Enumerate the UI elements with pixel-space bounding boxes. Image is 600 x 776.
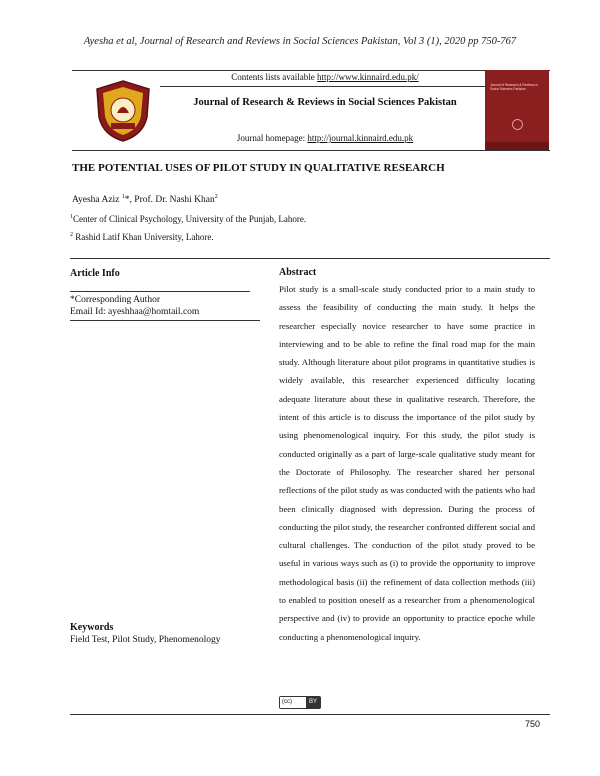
cc-by-label: BY bbox=[306, 697, 320, 708]
masthead-top-rule bbox=[72, 70, 550, 71]
homepage-line bbox=[160, 133, 490, 143]
abstract-text: Pilot study is a small-scale study conducted prior to a main study to assess the feasibility of conducting the main study. It helps the researcher especially novice researcher to have some practice in interviewing and to be able to refine the final road map for the main study. Although literature about pilot programs in quantitative studies is widely available, this researcher experienced difficulty locating adequate literature about these in qualitative research. Therefore, the intent of this article is to discuss the importance of the pilot study by using phenomenological inquiry. For this study, the pilot study is conducted originally as a part of large-scale qualitative study meant for the Doctorate of Philosophy. The researcher shared her personal reflections of the pilot study as was conducted with the patients who had been clinically diagnosed with depression. During the process of conducting the pilot study, the researcher confronted different social and cultural challenges. The conduction of the pilot study proved to be useful in various ways such as (i) to provide the opportunity to improve methodological basis (ii) the refinement of data collection methods (iii) to enabled to position oneself as a researcher from a phenomenological perspective and (iv) to provide an opportunity to practice epoche while conducting a phenomenological inquiry. bbox=[279, 284, 535, 642]
homepage-prefix: Journal homepage: bbox=[236, 133, 308, 143]
cover-emblem bbox=[512, 119, 523, 130]
affiliation-1-mark: 1 bbox=[70, 214, 73, 220]
author-1: Ayesha Aziz bbox=[72, 195, 122, 206]
affiliation-2 bbox=[70, 232, 214, 242]
author-2-affil: 2 bbox=[214, 194, 218, 200]
keywords-heading: Keywords bbox=[70, 622, 114, 633]
corresponding-author: *Corresponding Author bbox=[70, 295, 160, 305]
footer-rule bbox=[70, 714, 550, 715]
page-number: 750 bbox=[524, 719, 540, 729]
running-head: Ayesha et al, Journal of Research and Reviews in Social Sciences Pakistan, Vol 3 (1), 2020 pp 750-767 bbox=[83, 36, 517, 47]
affiliation-2-text: Rashid Latif Khan University, Lahore. bbox=[73, 232, 214, 242]
homepage-link[interactable]: http://journal.kinnaird.edu.pk bbox=[307, 133, 414, 143]
affiliation-1-text: Center of Clinical Psychology, University of the Punjab, Lahore. bbox=[73, 214, 307, 224]
corresponding-email: Email Id: ayeshhaa@homtail.com bbox=[70, 307, 200, 317]
journal-cover-thumbnail bbox=[485, 70, 549, 150]
abstract-heading: Abstract bbox=[279, 267, 317, 278]
journal-title: Journal of Research & Reviews in Social Sciences Pakistan bbox=[193, 97, 457, 108]
cc-by-license-badge[interactable] bbox=[279, 696, 321, 709]
contents-line bbox=[160, 72, 490, 82]
author-1-affil: 1 bbox=[121, 194, 125, 200]
masthead-bottom-rule bbox=[72, 150, 550, 151]
cover-title: Journal of Research & Reviews in Social Sciences Pakistan bbox=[490, 83, 538, 91]
university-crest-logo bbox=[93, 79, 153, 143]
cover-band bbox=[485, 142, 549, 150]
info-top-rule bbox=[70, 258, 550, 259]
contents-prefix: Contents lists available bbox=[231, 72, 318, 82]
author-line bbox=[72, 194, 218, 205]
affiliation-2-mark: 2 bbox=[70, 232, 73, 238]
affiliation-1 bbox=[70, 214, 306, 224]
article-info-rule-2 bbox=[70, 320, 260, 321]
keywords-list: Field Test, Pilot Study, Phenomenology bbox=[70, 635, 221, 645]
contents-rule bbox=[160, 86, 485, 87]
article-info-heading: Article Info bbox=[70, 268, 120, 279]
article-info-rule-1 bbox=[70, 291, 250, 292]
author-2: *, Prof. Dr. Nashi Khan bbox=[124, 195, 215, 206]
paper-title: THE POTENTIAL USES OF PILOT STUDY IN QUALITATIVE RESEARCH bbox=[72, 162, 445, 174]
cc-icon: (cc) bbox=[280, 697, 294, 708]
contents-link[interactable]: http://www.kinnaird.edu.pk/ bbox=[317, 72, 419, 82]
